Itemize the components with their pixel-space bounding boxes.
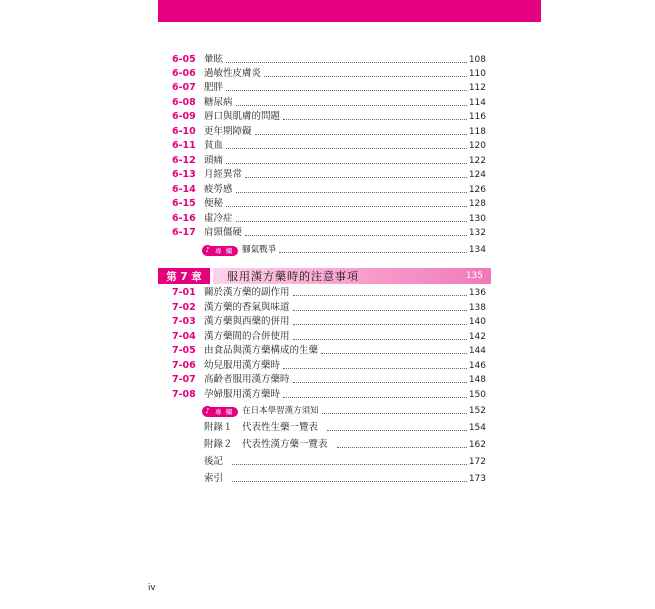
entry-title: 腳氣戰爭 bbox=[242, 245, 277, 255]
entry-title: 頭痛 bbox=[204, 155, 224, 166]
entry-number: 7-04 bbox=[172, 331, 196, 342]
leader-dots bbox=[232, 463, 467, 465]
entry-page: 136 bbox=[468, 288, 486, 298]
entry-title: 索引 bbox=[204, 473, 224, 484]
toc-entry[interactable] bbox=[172, 124, 486, 138]
column-circle-icon: ♪ bbox=[202, 406, 213, 417]
entry-title: 疲勞感 bbox=[204, 184, 233, 195]
toc-entry[interactable] bbox=[172, 95, 486, 109]
leader-dots bbox=[337, 446, 467, 448]
entry-title: 肥胖 bbox=[204, 82, 224, 93]
header-color-bar bbox=[158, 0, 541, 22]
leader-dots bbox=[236, 104, 467, 106]
entry-page: 150 bbox=[468, 390, 486, 400]
entry-number: 6-12 bbox=[172, 155, 196, 166]
entry-page: 144 bbox=[468, 346, 486, 356]
toc-column-entry[interactable] bbox=[172, 242, 486, 256]
toc-entry[interactable] bbox=[172, 138, 486, 152]
entry-page: 126 bbox=[468, 185, 486, 195]
entry-title: 唇口與肌膚的問題 bbox=[204, 111, 281, 122]
entry-title: 糖尿病 bbox=[204, 97, 233, 108]
entry-number: 6-05 bbox=[172, 54, 196, 65]
chapter-title: 服用漢方藥時的注意事項 bbox=[227, 270, 359, 283]
entry-number: 7-07 bbox=[172, 374, 196, 385]
leader-dots bbox=[283, 396, 467, 398]
entry-title: 關於漢方藥的副作用 bbox=[204, 287, 290, 298]
entry-page: 128 bbox=[468, 199, 486, 209]
toc-column-entry[interactable] bbox=[172, 403, 486, 417]
entry-title: 漢方藥與西藥的併用 bbox=[204, 316, 290, 327]
leader-dots bbox=[236, 220, 467, 222]
entry-title: 在日本學習漢方須知 bbox=[242, 406, 319, 416]
entry-page: 122 bbox=[468, 156, 486, 166]
entry-number: 6-15 bbox=[172, 198, 196, 209]
toc-entry[interactable] bbox=[172, 343, 486, 357]
entry-page: 130 bbox=[468, 214, 486, 224]
entry-title: 附錄２ 代表性漢方藥一覽表 bbox=[204, 439, 328, 450]
leader-dots bbox=[293, 323, 467, 325]
entry-page: 116 bbox=[468, 112, 486, 122]
leader-dots bbox=[293, 381, 467, 383]
toc-entry[interactable] bbox=[172, 372, 486, 386]
entry-title: 過敏性皮膚炎 bbox=[204, 68, 262, 79]
entry-page: 118 bbox=[468, 127, 486, 137]
entry-page: 148 bbox=[468, 375, 486, 385]
entry-page: 114 bbox=[468, 98, 486, 108]
entry-page: 152 bbox=[468, 406, 486, 416]
entry-page: 120 bbox=[468, 141, 486, 151]
leader-dots bbox=[232, 480, 467, 482]
entry-title: 附錄１ 代表性生藥一覽表 bbox=[204, 422, 319, 433]
toc-entry[interactable] bbox=[172, 300, 486, 314]
column-badge-label: 專 欄 bbox=[208, 407, 238, 417]
entry-page: 134 bbox=[468, 245, 486, 255]
entry-page: 146 bbox=[468, 361, 486, 371]
toc-appendix-entry[interactable] bbox=[172, 437, 486, 451]
column-circle-icon: ♪ bbox=[202, 245, 213, 256]
toc-entry[interactable] bbox=[172, 109, 486, 123]
leader-dots bbox=[293, 309, 467, 311]
toc-entry[interactable] bbox=[172, 167, 486, 181]
toc-entry[interactable] bbox=[172, 358, 486, 372]
entry-title: 虛冷症 bbox=[204, 213, 233, 224]
entry-title: 後記 bbox=[204, 456, 224, 467]
entry-number: 6-09 bbox=[172, 111, 196, 122]
entry-page: 173 bbox=[468, 474, 486, 484]
toc-entry[interactable] bbox=[172, 66, 486, 80]
toc-entry[interactable] bbox=[172, 80, 486, 94]
leader-dots bbox=[322, 412, 467, 414]
leader-dots bbox=[327, 429, 467, 431]
entry-page: 110 bbox=[468, 69, 486, 79]
toc-entry[interactable] bbox=[172, 314, 486, 328]
entry-page: 124 bbox=[468, 170, 486, 180]
toc-entry[interactable] bbox=[172, 153, 486, 167]
entry-title: 漢方藥的香氣與味道 bbox=[204, 302, 290, 313]
entry-number: 7-01 bbox=[172, 287, 196, 298]
toc-entry[interactable] bbox=[172, 196, 486, 210]
leader-dots bbox=[321, 352, 467, 354]
toc-appendix-entry[interactable] bbox=[172, 454, 486, 468]
leader-dots bbox=[283, 118, 467, 120]
entry-number: 7-02 bbox=[172, 302, 196, 313]
leader-dots bbox=[283, 367, 467, 369]
leader-dots bbox=[226, 205, 467, 207]
entry-number: 6-11 bbox=[172, 140, 196, 151]
entry-page: 162 bbox=[468, 440, 486, 450]
entry-title: 暈眩 bbox=[204, 54, 224, 65]
leader-dots bbox=[226, 61, 467, 63]
entry-title: 貧血 bbox=[204, 140, 224, 151]
toc-appendix-entry[interactable] bbox=[172, 420, 486, 434]
entry-number: 6-17 bbox=[172, 227, 196, 238]
toc-entry[interactable] bbox=[172, 52, 486, 66]
entry-title: 月經異常 bbox=[204, 169, 243, 180]
leader-dots bbox=[245, 176, 467, 178]
toc-entry[interactable] bbox=[172, 387, 486, 401]
entry-title: 漢方藥間的合併使用 bbox=[204, 331, 290, 342]
entry-title: 幼兒服用漢方藥時 bbox=[204, 360, 281, 371]
leader-dots bbox=[279, 251, 467, 253]
entry-title: 孕婦服用漢方藥時 bbox=[204, 389, 281, 400]
entry-number: 6-10 bbox=[172, 126, 196, 137]
entry-number: 7-06 bbox=[172, 360, 196, 371]
leader-dots bbox=[226, 147, 467, 149]
entry-number: 6-16 bbox=[172, 213, 196, 224]
leader-dots bbox=[236, 191, 467, 193]
toc-entry[interactable] bbox=[172, 182, 486, 196]
entry-title: 由食品與漢方藥構成的生藥 bbox=[204, 345, 319, 356]
entry-page: 108 bbox=[468, 55, 486, 65]
entry-page: 140 bbox=[468, 317, 486, 327]
chapter-header[interactable] bbox=[158, 268, 491, 284]
entry-title: 便秘 bbox=[204, 198, 224, 209]
toc-appendix-entry[interactable] bbox=[172, 471, 486, 485]
chapter-page: 135 bbox=[465, 271, 483, 281]
column-badge-label: 專 欄 bbox=[208, 246, 238, 256]
entry-title: 肩頸僵硬 bbox=[204, 227, 243, 238]
leader-dots bbox=[226, 162, 467, 164]
entry-number: 6-07 bbox=[172, 82, 196, 93]
toc-entry[interactable] bbox=[172, 285, 486, 299]
entry-page: 138 bbox=[468, 303, 486, 313]
chapter-number: 第 7 章 bbox=[158, 268, 210, 284]
chapter-title-band bbox=[213, 268, 491, 284]
leader-dots bbox=[293, 294, 467, 296]
entry-number: 6-13 bbox=[172, 169, 196, 180]
entry-page: 132 bbox=[468, 228, 486, 238]
toc-entry[interactable] bbox=[172, 329, 486, 343]
leader-dots bbox=[226, 89, 467, 91]
entry-page: 172 bbox=[468, 457, 486, 467]
entry-title: 更年期障礙 bbox=[204, 126, 252, 137]
entry-number: 6-06 bbox=[172, 68, 196, 79]
toc-entry[interactable] bbox=[172, 225, 486, 239]
entry-number: 6-08 bbox=[172, 97, 196, 108]
leader-dots bbox=[255, 133, 467, 135]
entry-page: 112 bbox=[468, 83, 486, 93]
leader-dots bbox=[293, 338, 467, 340]
entry-number: 6-14 bbox=[172, 184, 196, 195]
column-badge bbox=[202, 406, 238, 417]
entry-page: 142 bbox=[468, 332, 486, 342]
entry-title: 高齡者服用漢方藥時 bbox=[204, 374, 290, 385]
leader-dots bbox=[245, 234, 467, 236]
entry-number: 7-08 bbox=[172, 389, 196, 400]
entry-number: 7-03 bbox=[172, 316, 196, 327]
entry-page: 154 bbox=[468, 423, 486, 433]
page-folio: iv bbox=[148, 583, 156, 593]
column-badge bbox=[202, 245, 238, 256]
leader-dots bbox=[264, 75, 467, 77]
entry-number: 7-05 bbox=[172, 345, 196, 356]
toc-entry[interactable] bbox=[172, 211, 486, 225]
